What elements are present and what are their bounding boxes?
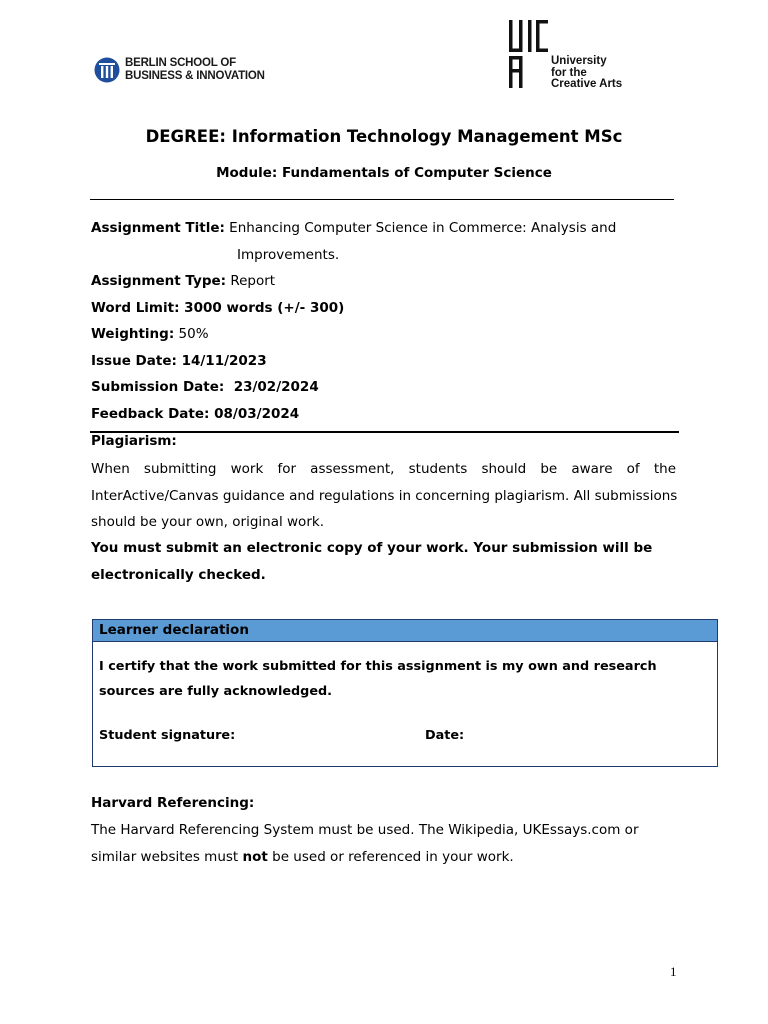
declaration-statement: I certify that the work submitted for this assignment is my own and research sources are fully acknowledged. <box>99 659 657 699</box>
uca-logo-line3: Creative Arts <box>551 78 623 90</box>
assignment-type-value: Report <box>226 273 276 289</box>
uca-logo-text <box>551 56 622 91</box>
assignment-title-row <box>91 217 691 244</box>
submission-date-row <box>91 376 691 403</box>
student-signature-label: Student signature: <box>99 728 236 743</box>
assignment-type-label: Assignment Type: <box>91 273 227 289</box>
uca-logo-line2: for the <box>551 66 587 79</box>
feedback-date: Feedback Date: 08/03/2024 <box>91 405 300 422</box>
header-divider <box>90 199 674 200</box>
degree-title: DEGREE: Information Technology Management MSc <box>145 127 623 146</box>
assignment-type-row <box>91 270 691 297</box>
module-title: Module: Fundamentals of Computer Science <box>216 165 552 181</box>
plagiarism-line-3: should be your own, original work. <box>91 514 324 530</box>
bsbi-logo-line1: BERLIN SCHOOL OF <box>125 57 236 69</box>
weighting-label: Weighting: <box>91 326 175 342</box>
word-limit-row <box>91 297 691 324</box>
harvard-line-2 <box>91 844 691 871</box>
harvard-line-2-start: similar websites must <box>91 849 243 865</box>
issue-date: Issue Date: 14/11/2023 <box>91 352 267 369</box>
harvard-not-emphasis: not <box>242 849 268 865</box>
submission-date: Submission Date: 23/02/2024 <box>91 379 319 395</box>
plagiarism-heading: Plagiarism: <box>91 433 177 449</box>
learner-declaration-header: Learner declaration <box>93 620 717 642</box>
date-label: Date: <box>425 728 465 743</box>
harvard-heading: Harvard Referencing: <box>91 795 255 811</box>
feedback-date-row <box>91 403 691 430</box>
bsbi-logo <box>94 56 265 84</box>
bsbi-logo-line2: BUSINESS & INNOVATION <box>125 70 265 82</box>
issue-date-row <box>91 350 691 377</box>
harvard-line-1: The Harvard Referencing System must be used. The Wikipedia, UKEssays.com or <box>91 822 639 838</box>
harvard-text <box>91 817 691 871</box>
assignment-metadata <box>91 217 691 429</box>
assignment-title-continuation: Improvements. <box>237 246 340 263</box>
submission-notice <box>91 535 691 588</box>
weighting-row <box>91 323 691 350</box>
assignment-title-label: Assignment Title: <box>91 220 225 236</box>
plagiarism-line-1: When submitting work for assessment, students should be aware of the <box>91 461 676 477</box>
harvard-line-2-end: be used or referenced in your work. <box>267 849 514 865</box>
learner-declaration-box <box>92 619 718 767</box>
weighting-value: 50% <box>174 326 209 342</box>
uca-logo-line1: University <box>551 55 607 67</box>
submission-notice-line-1: You must submit an electronic copy of your work. Your submission will be <box>91 540 653 556</box>
plagiarism-text <box>91 456 676 536</box>
section-divider <box>90 431 679 433</box>
submission-notice-line-2: electronically checked. <box>91 566 266 583</box>
plagiarism-line-2: InterActive/Canvas guidance and regulations in concerning plagiarism. All submissions <box>91 487 678 504</box>
bsbi-emblem-icon <box>94 56 120 84</box>
assignment-title-value: Enhancing Computer Science in Commerce: Analysis and <box>224 220 617 236</box>
page-number: 1 <box>670 964 677 979</box>
word-limit: Word Limit: 3000 words (+/- 300) <box>91 299 345 316</box>
